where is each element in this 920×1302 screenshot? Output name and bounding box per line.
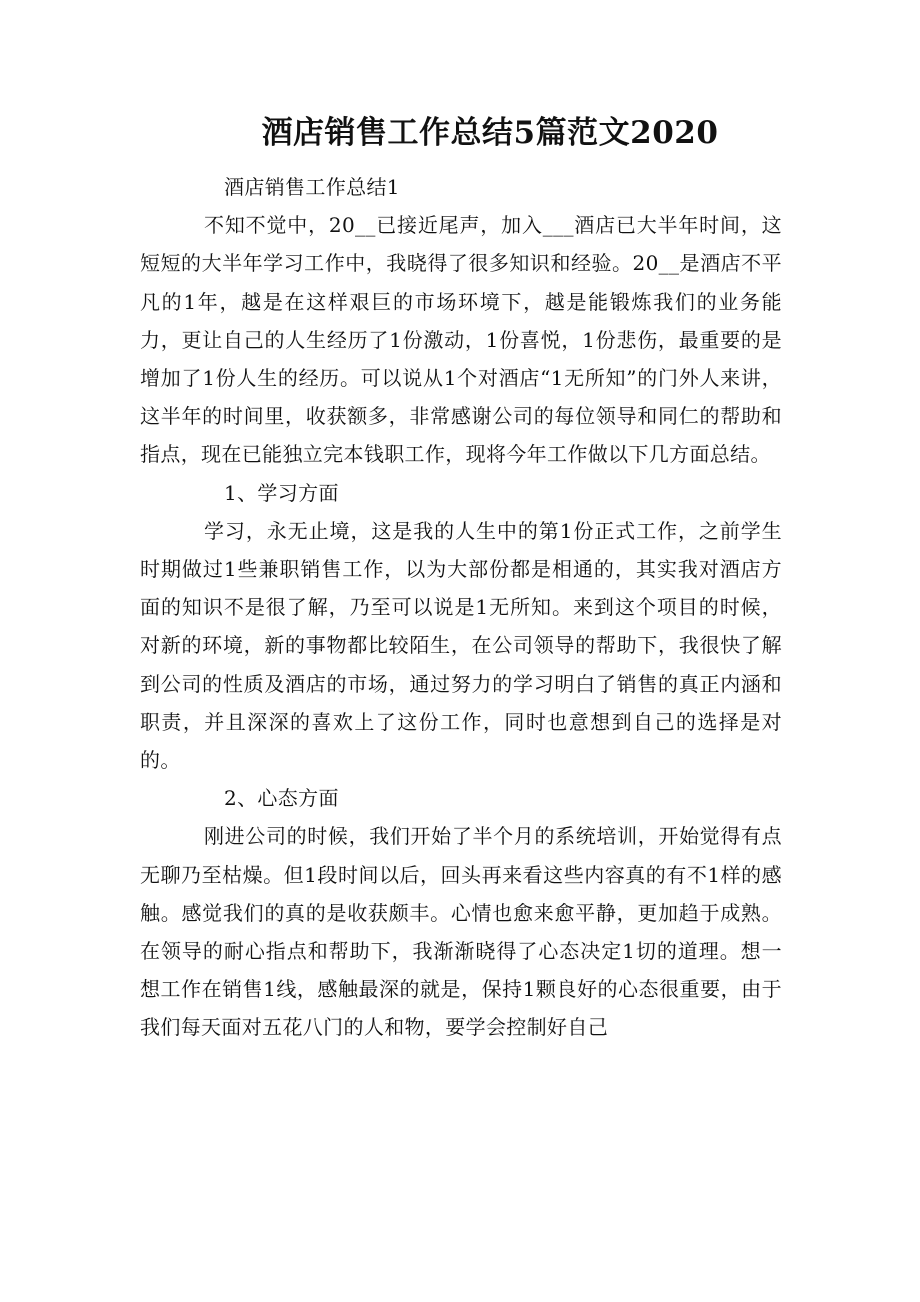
heading-learning: 1、学习方面 bbox=[224, 480, 339, 505]
heading-mindset: 2、心态方面 bbox=[224, 786, 339, 811]
paragraph-intro: 不知不觉中，20__已接近尾声，加入___酒店已大半年时间，这短短的大半年学习工作中，我晓得了很多知识和经验。20__是酒店不平凡的1年，越是在这样艰巨的市场环境下，越是能锻炼我们的业务能力，更让自己的人生经历了1份激动，1份喜悦，1份悲伤，最重要的是增加了1份人生的经历。可以说从1个对酒店“1无所知”的门外人来讲，这半年的时间里，收获额多，非常感谢公司的每位领导和同仁的帮助和指点，现在已能独立完本钱职工作，现将今年工作做以下几方面总结。 bbox=[140, 213, 782, 467]
section-title: 酒店销售工作总结1 bbox=[224, 175, 400, 199]
document-body bbox=[140, 168, 782, 1047]
paragraph-learning: 学习，永无止境，这是我的人生中的第1份正式工作，之前学生时期做过1些兼职销售工作，以为大部份都是相通的，其实我对酒店方面的知识不是很了解，乃至可以说是1无所知。来到这个项目的时候，对新的环境，新的事物都比较陌生，在公司领导的帮助下，我很快了解到公司的性质及酒店的市场，通过努力的学习明白了销售的真正内涵和职责，并且深深的喜欢上了这份工作，同时也意想到自己的选择是对的。 bbox=[140, 518, 782, 773]
paragraph-mindset: 刚进公司的时候，我们开始了半个月的系统培训，开始觉得有点无聊乃至枯燥。但1段时间以后，回头再来看这些内容真的有不1样的感触。感觉我们的真的是收获颇丰。心情也愈来愈平静，更加趋于成熟。在领导的耐心指点和帮助下，我渐渐晓得了心态决定1切的道理。想一想工作在销售1线，感触最深的就是，保持1颗良好的心态很重要，由于我们每天面对五花八门的人和物，要学会控制好自己 bbox=[140, 824, 782, 1040]
document-title: 酒店销售工作总结5篇范文2020 bbox=[261, 115, 719, 151]
